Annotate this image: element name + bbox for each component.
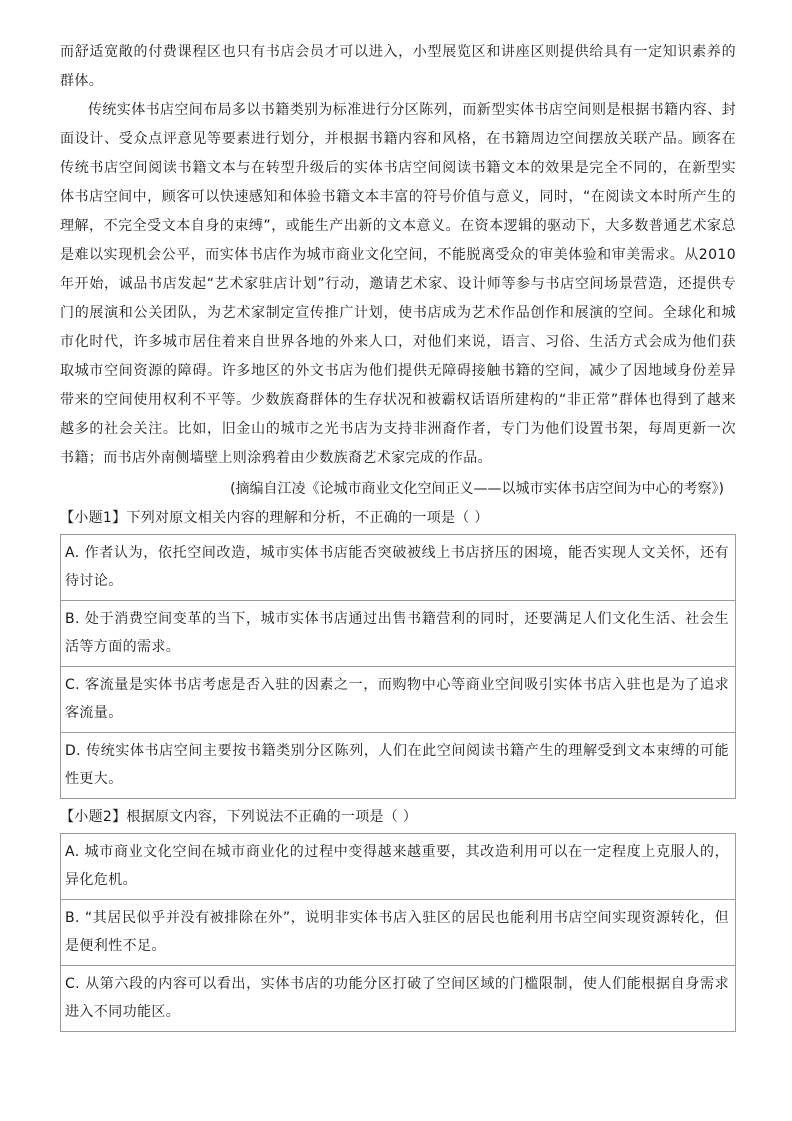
question-2-option-a[interactable]: A. 城市商业文化空间在城市商业化的过程中变得越来越重要，其改造利用可以在一定程度上克服人的，异化危机。	[65, 844, 729, 888]
passage-source: (摘编自江凌《论城市商业文化空间正义——以城市实体书店空间为中心的考察》)	[230, 481, 724, 497]
document-page	[60, 38, 736, 1036]
question-2-option-b[interactable]: B. “其居民似乎并没有被排除在外”，说明非实体书店入驻区的居民也能利用书店空间实现资源转化，但是便利性不足。	[61, 899, 735, 965]
question-1	[60, 504, 736, 799]
question-1-prompt: 【小题1】下列对原文相关内容的理解和分析，不正确的一项是（ ）	[60, 510, 489, 526]
question-2-option-c[interactable]: C. 从第六段的内容可以看出，实体书店的功能分区打破了空间区域的门槛限制，使人们能根据自身需求进入不同功能区。	[61, 965, 735, 1031]
question-1-option-d[interactable]: D. 传统实体书店空间主要按书籍类别分区陈列，人们在此空间阅读书籍产生的理解受到文本束缚的可能性更大。	[61, 732, 735, 798]
question-2-prompt: 【小题2】根据原文内容，下列说法不正确的一项是（ ）	[60, 809, 418, 825]
question-2-options	[60, 833, 736, 1032]
question-1-option-a[interactable]: A. 作者认为，依托空间改造，城市实体书店能否突破被线上书店挤压的困境，能否实现人文关怀，还有待讨论。	[65, 545, 729, 589]
passage-continuation: 而舒适宽敞的付费课程区也只有书店会员才可以进入，小型展览区和讲座区则提供给具有一定知识素养的群体。	[60, 44, 736, 89]
question-1-options	[60, 534, 736, 799]
question-1-option-c[interactable]: C. 客流量是实体书店考虑是否入驻的因素之一，而购物中心等商业空间吸引实体书店入驻也是为了追求客流量。	[61, 666, 735, 732]
question-2	[60, 803, 736, 1032]
passage-paragraph: 传统实体书店空间布局多以书籍类别为标准进行分区陈列，而新型实体书店空间则是根据书籍内容、封面设计、受众点评意见等要素进行划分，并根据书籍内容和风格，在书籍周边空间摆放关联产品。顾客在传统书店空间阅读书籍文本与在转型升级后的实体书店空间阅读书籍文本的效果是完全不同的，在新型实体书店空间中，顾客可以快速感知和体验书籍文本丰富的符号价值与意义，同时，“在阅读文本时所产生的理解，不完全受文本自身的束缚”，或能生产出新的文本意义。在资本逻辑的驱动下，大多数普通艺术家总是难以实现机会公平，而实体书店作为城市商业文化空间，不能脱离受众的审美体验和审美需求。从2010年开始，诚品书店发起“艺术家驻店计划”行动，邀请艺术家、设计师等参与书店空间场景营造，还提供专门的展演和公关团队，为艺术家制定宣传推广计划，使书店成为艺术作品创作和展演的空间。全球化和城市化时代，许多城市居住着来自世界各地的外来人口，对他们来说，语言、习俗、生活方式会成为他们获取城市空间资源的障碍。许多地区的外文书店为他们提供无障碍接触书籍的空间，减少了因地域身份差异带来的空间使用权利不平等。少数族裔群体的生存状况和被霸权话语所建构的“非正常”群体也得到了越来越多的社会关注。比如，旧金山的城市之光书店为支持非洲裔作者，专门为他们设置书架，每周更新一次书籍；而书店外南侧墙壁上则涂鸦着由少数族裔艺术家完成的作品。	[60, 102, 736, 466]
question-1-option-b[interactable]: B. 处于消费空间变革的当下，城市实体书店通过出售书籍营利的同时，还要满足人们文化生活、社会生活等方面的需求。	[61, 600, 735, 666]
